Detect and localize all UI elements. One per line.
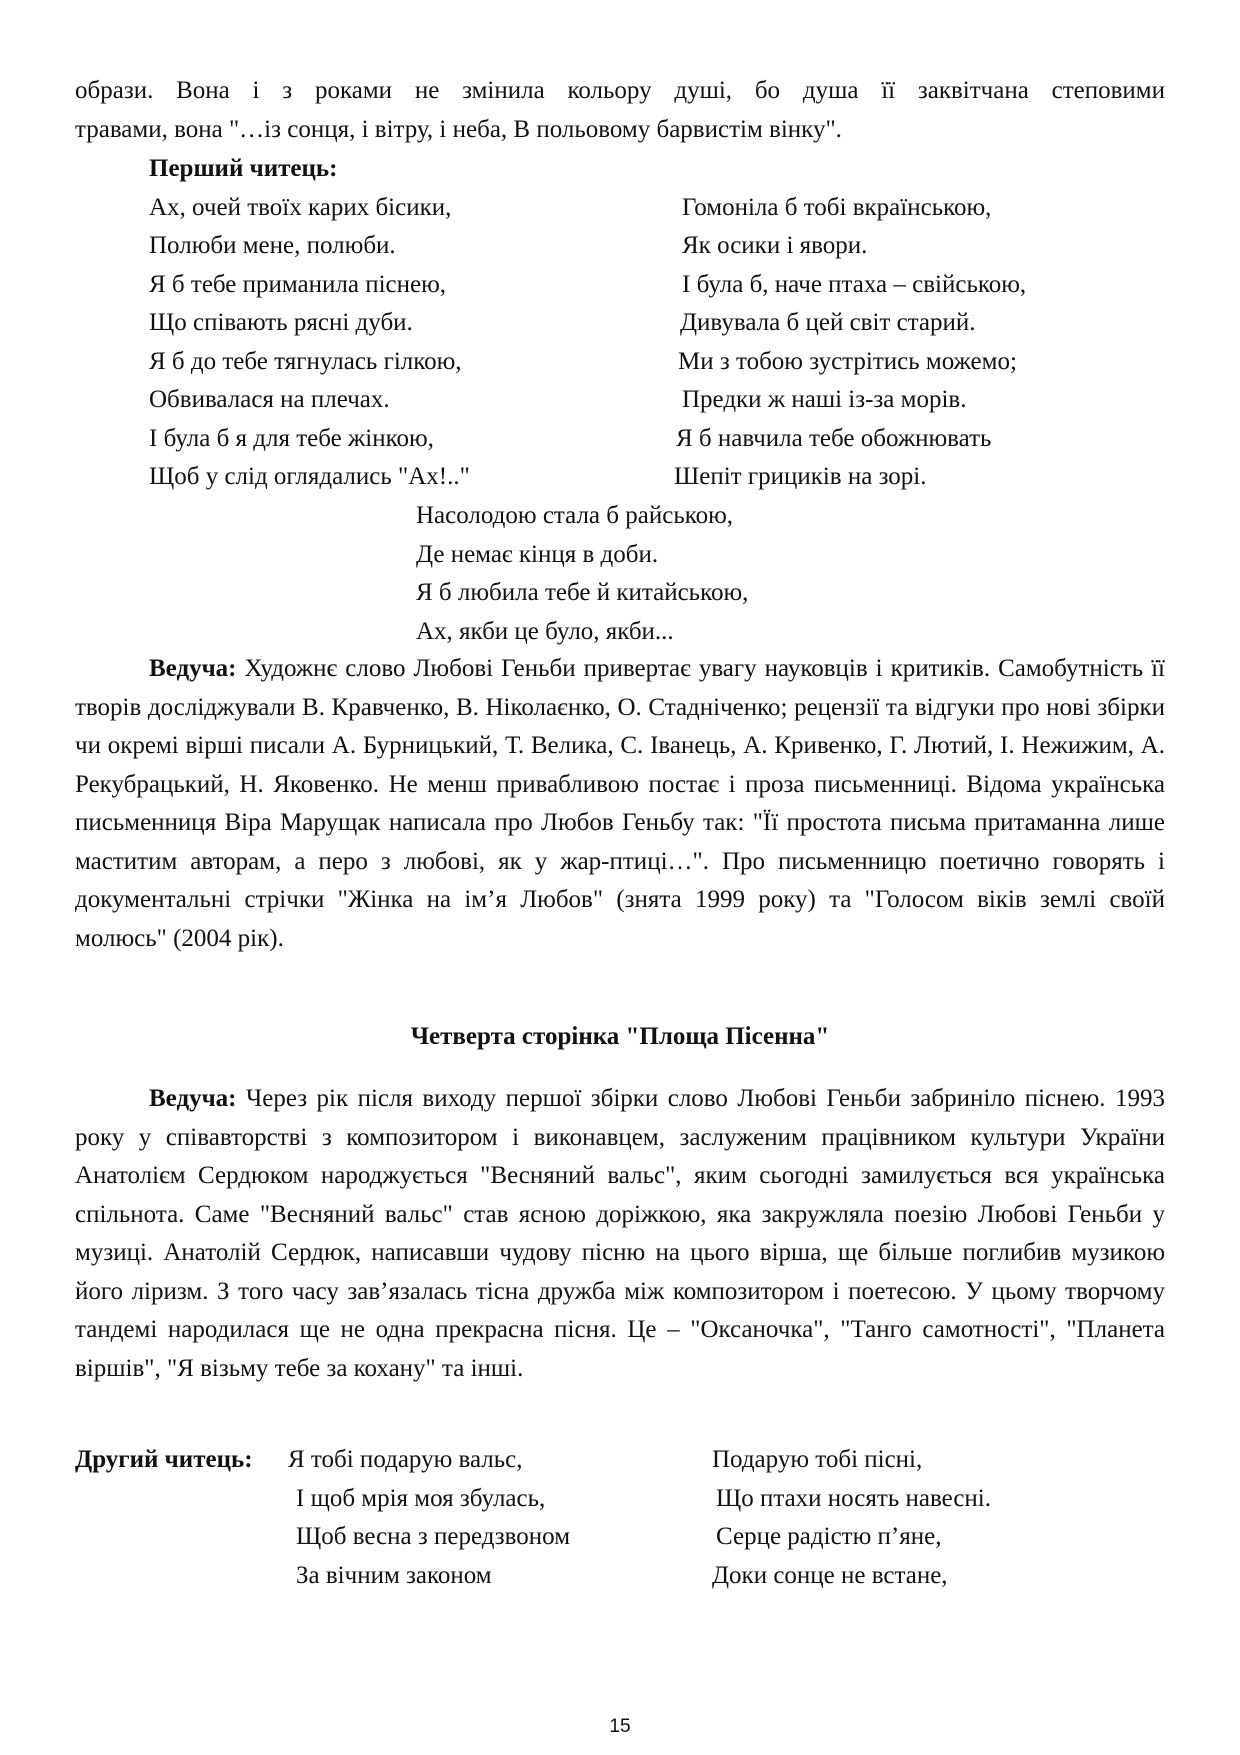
section-heading: Четверта сторінка "Площа Пісенна" xyxy=(410,1023,830,1050)
host-text: Художнє слово Любові Геньби привертає увагу науковців і критиків. Самобутність її творів досліджували В. Кравченко, В. Ніколаєнко, О. Стадніченко; рецензії та відгуки про нові збірки чи окремі вірші писали А. Бурницький, Т. Велика, С. Іванець, А. Кривенко, Г. Лютий, І. Нежижим, А. Рекубрацький, Н. Яковенко. Не менш привабливою постає і проза письменниці. Відома українська письменниця Віра Марущак написала про Любов Геньбу так: "Її простота письма притаманна лише маститим авторам, а перо з любові, як у жар-птиці…". Про письменницю поетично говорять і документальні стрічки "Жінка на ім’я Любов" (знята 1999 року) та "Голосом віків землі своїй молюсь" (2004 рік). xyxy=(75,655,1166,952)
poem-line: Доки сонце не встане, xyxy=(712,1562,948,1589)
poem-line: Я б тебе приманила піснею, xyxy=(149,271,447,298)
poem-line: Гомоніла б тобі вкраїнською, xyxy=(682,194,992,221)
poem-line: Що птахи носять навесні. xyxy=(716,1485,991,1512)
poem-line: Обвивалася на плечах. xyxy=(149,386,390,413)
reader1-label: Перший читець: xyxy=(149,155,338,182)
poem-line: Ах, якби це було, якби... xyxy=(416,618,674,645)
intro-line-2: травами, вона "…із сонця, і вітру, і неба, В польовому барвистім вінку". xyxy=(75,116,842,143)
poem-line: Я тобі подарую вальс, xyxy=(288,1446,523,1473)
host-label: Ведуча: xyxy=(149,655,237,682)
poem-line: Де немає кінця в доби. xyxy=(416,541,659,568)
poem-line: Дивувала б цей світ старий. xyxy=(680,309,976,336)
poem-line: Ми з тобою зустрітись можемо; xyxy=(678,348,1017,375)
poem-line: Що співають рясні дуби. xyxy=(149,309,413,336)
poem-line: Серце радістю п’яне, xyxy=(716,1523,942,1550)
poem-line: І була б я для тебе жінкою, xyxy=(149,425,434,452)
poem-line: Ах, очей твоїх карих бісики, xyxy=(149,194,452,221)
poem-line: Я б любила тебе й китайською, xyxy=(416,579,749,606)
poem-line: Шепіт грициків на зорі. xyxy=(674,463,927,490)
poem-line: Щоб весна з передзвоном xyxy=(296,1523,571,1550)
poem-line: Я б навчила тебе обожнювать xyxy=(676,425,992,452)
poem-line: За вічним законом xyxy=(296,1562,492,1589)
poem-line: Як осики і явори. xyxy=(682,232,868,259)
page-number: 15 xyxy=(609,1716,631,1737)
host-text: Через рік після виходу першої збірки слово Любові Геньби забриніло піснею. 1993 року у співавторстві з композитором і виконавцем, заслуженим працівником культури України Анатолієм Сердюком народжується "Весняний вальс", яким сьогодні замилується вся українська спільнота. Саме "Весняний вальс" став ясною доріжкою, яка закружляла поезію Любові Геньби у музиці. Анатолій Сердюк, написавши чудову пісню на цього вірша, ще більше поглибив музикою його ліризм. З того часу зав’язалась тісна дружба між композитором і поетесою. У цьому творчому тандемі народилася ще не одна прекрасна пісня. Це – "Оксаночка", "Танго самотності", "Планета віршів", "Я візьму тебе за кохану" та інші. xyxy=(75,1085,1165,1382)
poem-line: Я б до тебе тягнулась гілкою, xyxy=(149,348,462,375)
reader2-label: Другий читець: xyxy=(75,1446,253,1473)
poem-line: Щоб у слід оглядались "Ах!.." xyxy=(149,463,470,490)
poem-line: Полюби мене, полюби. xyxy=(149,232,396,259)
poem-line: Насолодою стала б райською, xyxy=(416,502,734,529)
host-paragraph-1 xyxy=(75,650,1165,958)
intro-line-1: образи. Вона і з роками не змінила кольору душі, бо душа її заквітчана степовими xyxy=(75,77,1165,104)
host-paragraph-2 xyxy=(75,1080,1165,1388)
poem-line: І була б, наче птаха – свійською, xyxy=(682,271,1027,298)
poem-line: Предки ж наші із-за морів. xyxy=(682,386,967,413)
host-label: Ведуча: xyxy=(149,1085,237,1112)
poem-line: Подарую тобі пісні, xyxy=(712,1446,923,1473)
poem-line: І щоб мрія моя збулась, xyxy=(296,1485,546,1512)
